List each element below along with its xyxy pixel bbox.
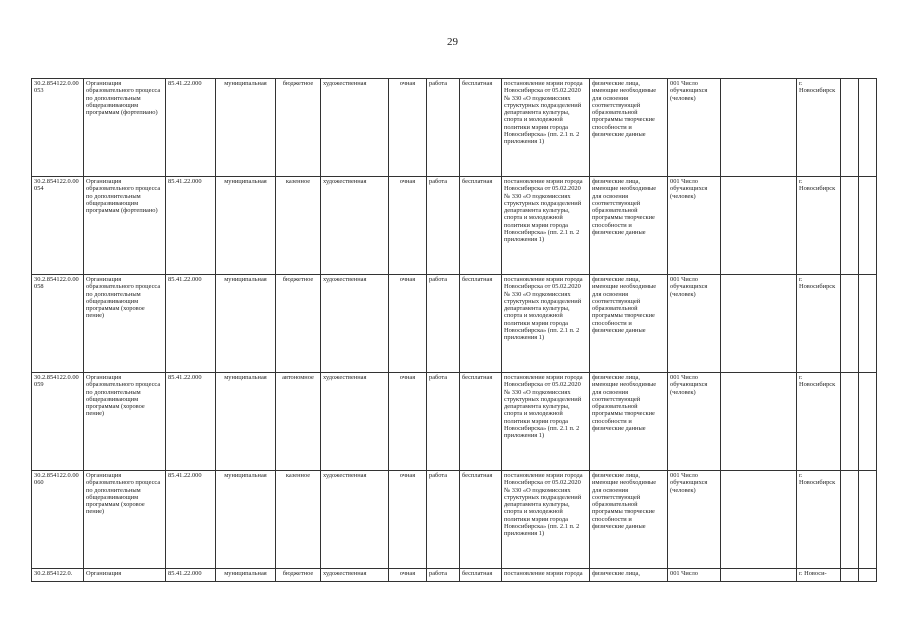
okved-code-cell: 85.41.22.000 <box>166 569 216 582</box>
quality-indicator-cell <box>721 569 797 582</box>
registry-table <box>31 78 877 582</box>
registry-body <box>32 79 877 582</box>
table-row <box>32 471 877 569</box>
quality-indicator-cell <box>721 471 797 569</box>
quality-indicator-cell <box>721 177 797 275</box>
legal-basis-cell: постановление мэрии города Новосибирска от 05.02.2020 № 330 «О подкомиссиях структурных подразделений департамента культуры, спорта и молодежной политики мэрии города Новосибирска» (пп. 2.1 п. 2 приложения 1) <box>502 79 590 177</box>
program-direction-cell: художественная <box>321 79 389 177</box>
program-direction-cell: художественная <box>321 373 389 471</box>
table-row <box>32 79 877 177</box>
institution-type-cell: автономное <box>276 373 321 471</box>
empty-cell <box>841 275 859 373</box>
service-type-cell: работа <box>427 177 460 275</box>
service-type-cell: работа <box>427 373 460 471</box>
city-cell: г. Новоси- <box>797 569 841 582</box>
service-name-cell: Организация образовательного процесса по дополнительным общеразвивающим программам (фортепиано) <box>84 79 166 177</box>
service-type-cell: работа <box>427 275 460 373</box>
payment-type-cell: бесплатная <box>460 177 502 275</box>
city-cell: г. Новосибирск <box>797 471 841 569</box>
city-cell: г. Новосибирск <box>797 79 841 177</box>
table-row <box>32 177 877 275</box>
consumer-category-cell: физические лица, имеющие необходимые для освоения соответствующей образовательной программы творческие способности и физические данные <box>590 79 668 177</box>
institution-type-cell: бюджетное <box>276 275 321 373</box>
study-form-cell: очная <box>389 79 427 177</box>
service-name-cell: Организация образовательного процесса по дополнительным общеразвивающим программам (хоровое пение) <box>84 275 166 373</box>
program-direction-cell: художественная <box>321 275 389 373</box>
okved-code-cell: 85.41.22.000 <box>166 373 216 471</box>
consumer-category-cell: физические лица, имеющие необходимые для освоения соответствующей образовательной программы творческие способности и физические данные <box>590 471 668 569</box>
volume-indicator-cell: 001 Число обучающихся (человек) <box>668 177 721 275</box>
payment-type-cell: бесплатная <box>460 275 502 373</box>
volume-indicator-cell: 001 Число <box>668 569 721 582</box>
quality-indicator-cell <box>721 79 797 177</box>
empty-cell <box>859 79 877 177</box>
legal-basis-cell: постановление мэрии города Новосибирска от 05.02.2020 № 330 «О подкомиссиях структурных подразделений департамента культуры, спорта и молодежной политики мэрии города Новосибирска» (пп. 2.1 п. 2 приложения 1) <box>502 177 590 275</box>
legal-basis-cell: постановление мэрии города <box>502 569 590 582</box>
okved-code-cell: 85.41.22.000 <box>166 471 216 569</box>
table-row <box>32 569 877 582</box>
empty-cell <box>859 373 877 471</box>
city-cell: г. Новосибирск <box>797 373 841 471</box>
table-row <box>32 373 877 471</box>
payment-type-cell: бесплатная <box>460 569 502 582</box>
ownership-cell: муниципальная <box>216 373 276 471</box>
ownership-cell: муниципальная <box>216 177 276 275</box>
legal-basis-cell: постановление мэрии города Новосибирска от 05.02.2020 № 330 «О подкомиссиях структурных подразделений департамента культуры, спорта и молодежной политики мэрии города Новосибирска» (пп. 2.1 п. 2 приложения 1) <box>502 373 590 471</box>
consumer-category-cell: физические лица, имеющие необходимые для освоения соответствующей образовательной программы творческие способности и физические данные <box>590 373 668 471</box>
service-code-cell: 30.2.854122.0.00054 <box>32 177 84 275</box>
empty-cell <box>841 471 859 569</box>
service-type-cell: работа <box>427 569 460 582</box>
okved-code-cell: 85.41.22.000 <box>166 275 216 373</box>
empty-cell <box>859 471 877 569</box>
empty-cell <box>841 177 859 275</box>
service-name-cell: Организация образовательного процесса по дополнительным общеразвивающим программам (хоровое пение) <box>84 471 166 569</box>
payment-type-cell: бесплатная <box>460 79 502 177</box>
institution-type-cell: казенное <box>276 471 321 569</box>
legal-basis-cell: постановление мэрии города Новосибирска от 05.02.2020 № 330 «О подкомиссиях структурных подразделений департамента культуры, спорта и молодежной политики мэрии города Новосибирска» (пп. 2.1 п. 2 приложения 1) <box>502 471 590 569</box>
city-cell: г. Новосибирск <box>797 177 841 275</box>
okved-code-cell: 85.41.22.000 <box>166 177 216 275</box>
institution-type-cell: бюджетное <box>276 569 321 582</box>
volume-indicator-cell: 001 Число обучающихся (человек) <box>668 79 721 177</box>
service-code-cell: 30.2.854122.0.00060 <box>32 471 84 569</box>
city-cell: г. Новосибирск <box>797 275 841 373</box>
ownership-cell: муниципальная <box>216 79 276 177</box>
empty-cell <box>841 373 859 471</box>
service-type-cell: работа <box>427 79 460 177</box>
okved-code-cell: 85.41.22.000 <box>166 79 216 177</box>
program-direction-cell: художественная <box>321 569 389 582</box>
empty-cell <box>859 177 877 275</box>
program-direction-cell: художественная <box>321 471 389 569</box>
service-name-cell: Организация образовательного процесса по дополнительным общеразвивающим программам (фортепиано) <box>84 177 166 275</box>
service-name-cell: Организация <box>84 569 166 582</box>
table-row <box>32 275 877 373</box>
program-direction-cell: художественная <box>321 177 389 275</box>
payment-type-cell: бесплатная <box>460 471 502 569</box>
empty-cell <box>859 275 877 373</box>
volume-indicator-cell: 001 Число обучающихся (человек) <box>668 373 721 471</box>
study-form-cell: очная <box>389 471 427 569</box>
ownership-cell: муниципальная <box>216 275 276 373</box>
legal-basis-cell: постановление мэрии города Новосибирска от 05.02.2020 № 330 «О подкомиссиях структурных подразделений департамента культуры, спорта и молодежной политики мэрии города Новосибирска» (пп. 2.1 п. 2 приложения 1) <box>502 275 590 373</box>
empty-cell <box>841 569 859 582</box>
ownership-cell: муниципальная <box>216 569 276 582</box>
service-code-cell: 30.2.854122.0.00059 <box>32 373 84 471</box>
study-form-cell: очная <box>389 569 427 582</box>
volume-indicator-cell: 001 Число обучающихся (человек) <box>668 471 721 569</box>
empty-cell <box>841 79 859 177</box>
consumer-category-cell: физические лица, <box>590 569 668 582</box>
page-number: 29 <box>447 36 458 48</box>
empty-cell <box>859 569 877 582</box>
service-code-cell: 30.2.854122.0. <box>32 569 84 582</box>
ownership-cell: муниципальная <box>216 471 276 569</box>
consumer-category-cell: физические лица, имеющие необходимые для освоения соответствующей образовательной программы творческие способности и физические данные <box>590 275 668 373</box>
quality-indicator-cell <box>721 275 797 373</box>
service-name-cell: Организация образовательного процесса по дополнительным общеразвивающим программам (хоровое пение) <box>84 373 166 471</box>
institution-type-cell: бюджетное <box>276 79 321 177</box>
study-form-cell: очная <box>389 275 427 373</box>
payment-type-cell: бесплатная <box>460 373 502 471</box>
study-form-cell: очная <box>389 177 427 275</box>
service-code-cell: 30.2.854122.0.00053 <box>32 79 84 177</box>
study-form-cell: очная <box>389 373 427 471</box>
service-type-cell: работа <box>427 471 460 569</box>
volume-indicator-cell: 001 Число обучающихся (человек) <box>668 275 721 373</box>
quality-indicator-cell <box>721 373 797 471</box>
service-code-cell: 30.2.854122.0.00058 <box>32 275 84 373</box>
institution-type-cell: казенное <box>276 177 321 275</box>
consumer-category-cell: физические лица, имеющие необходимые для освоения соответствующей образовательной программы творческие способности и физические данные <box>590 177 668 275</box>
